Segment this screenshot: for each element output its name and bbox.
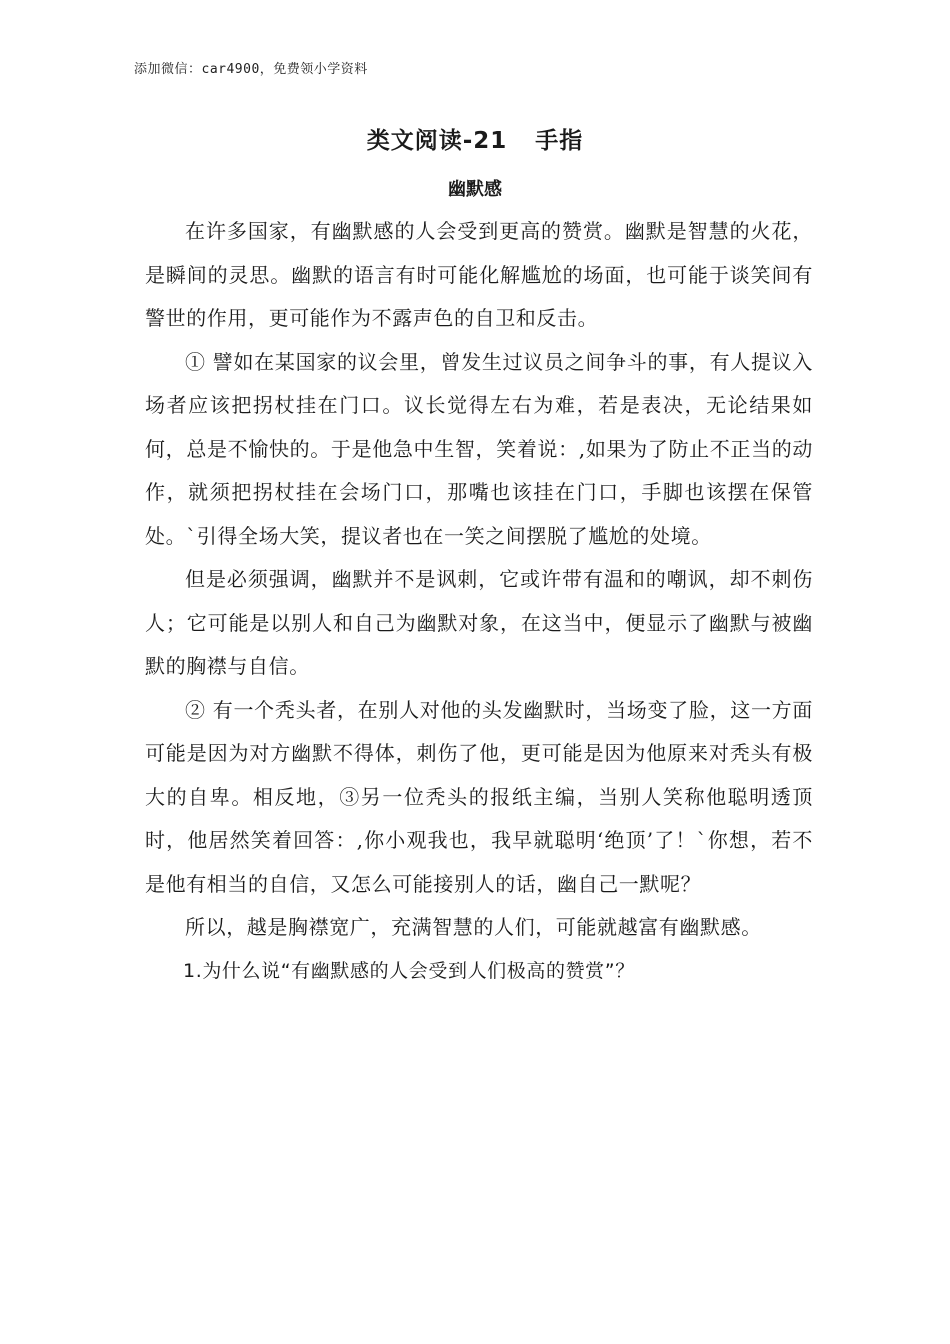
paragraph-2: ① 譬如在某国家的议会里，曾发生过议员之间争斗的事，有人提议入场者应该把拐杖挂在门口。议长觉得左右为难，若是表决，无论结果如何，总是不愉快的。于是他急中生智，笑着说：,如果为了防止不正当的动作，就须把拐杖挂在会场门口，那嘴也该挂在门口，手脚也该摆在保管处。`引得全场大笑，提议者也在一笑之间摆脱了尴尬的处境。 [145,349,813,548]
header-note: 添加微信：car4900，免费领小学资料 [134,62,368,77]
article-subtitle: 幽默感 [448,179,502,200]
paragraph-4: ② 有一个秃头者，在别人对他的头发幽默时，当场变了脸，这一方面可能是因为对方幽默不得体，刺伤了他，更可能是因为他原来对秃头有极大的自卑。相反地，③另一位秃头的报纸主编，当别人笑称他聪明透顶时，他居然笑着回答：,你小观我也，我早就聪明‘绝顶’了！`你想，若不是他有相当的自信，又怎么可能接别人的话，幽自己一默呢？ [145,697,813,896]
paragraph-5: 所以，越是胸襟宽广，充满智慧的人们，可能就越富有幽默感。 [185,915,762,939]
paragraph-3: 但是必须强调，幽默并不是讽刺，它或许带有温和的嘲讽，却不刺伤人；它可能是以别人和自己为幽默对象，在这当中，便显示了幽默与被幽默的胸襟与自信。 [145,567,813,678]
paragraph-1: 在许多国家，有幽默感的人会受到更高的赞赏。幽默是智慧的火花，是瞬间的灵思。幽默的语言有时可能化解尴尬的场面，也可能于谈笑间有警世的作用，更可能作为不露声色的自卫和反击。 [145,219,813,330]
question-1: 1.为什么说“有幽默感的人会受到人们极高的赞赏”？ [183,959,635,982]
article-body [145,210,813,993]
title-topic: 手指 [535,128,584,154]
title-main: 类文阅读-21 [366,128,508,154]
page-title [0,122,950,155]
